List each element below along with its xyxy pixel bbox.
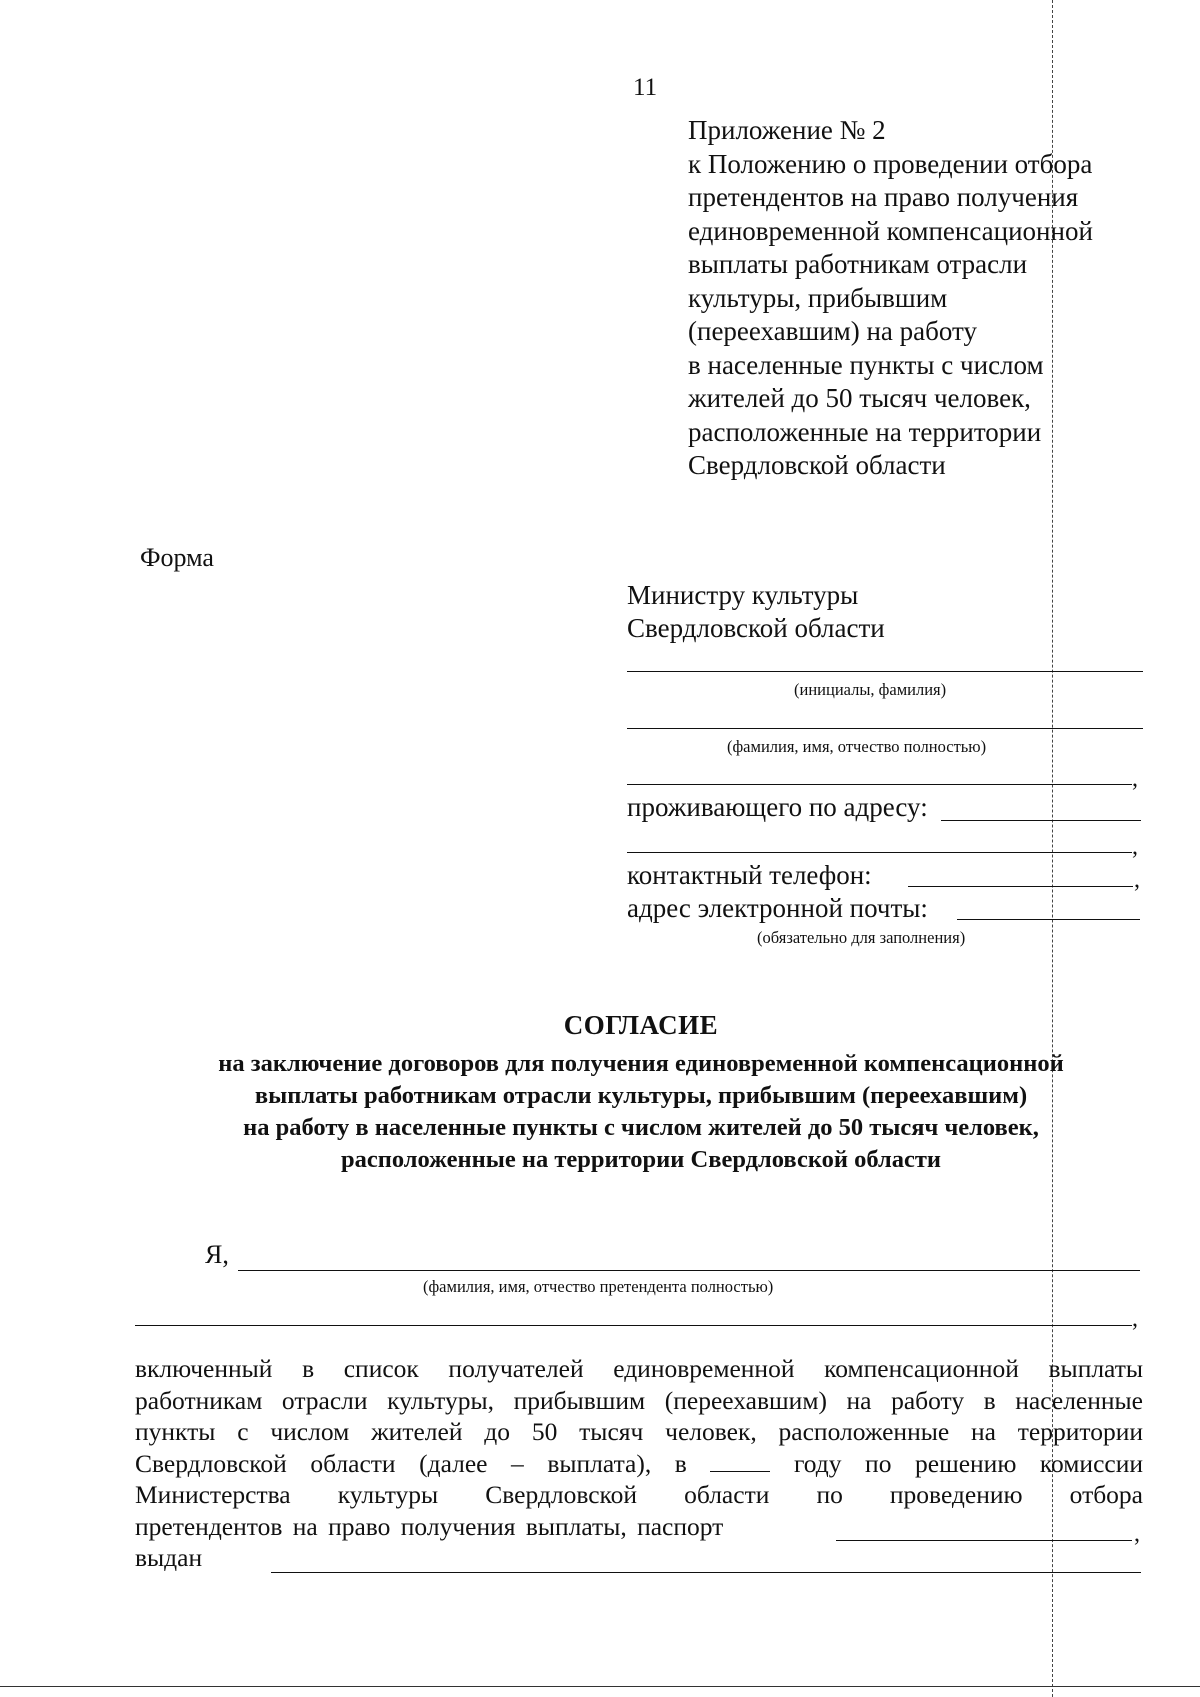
body-line: пункты с числом жителей до 50 тысяч человек, расположенные на территории bbox=[135, 1417, 1143, 1446]
subtitle-line: выплаты работникам отрасли культуры, прибывшим (переехавшим) bbox=[254, 1082, 1028, 1109]
addressee-line: Министру культуры bbox=[627, 580, 859, 610]
fullname-caption: (фамилия, имя, отчество полностью) bbox=[727, 737, 987, 756]
addressee-block bbox=[627, 579, 885, 645]
body-text-segment: выдан bbox=[135, 1543, 203, 1572]
appendix-line: единовременной компенсационной bbox=[688, 215, 1093, 246]
scan-bottom-rule bbox=[0, 1686, 1200, 1687]
email-note: (обязательно для заполнения) bbox=[757, 928, 966, 947]
comma: , bbox=[1134, 1521, 1140, 1547]
document-subtitle bbox=[140, 1048, 1142, 1176]
form-label: Форма bbox=[140, 543, 214, 572]
appendix-line: претендентов на право получения bbox=[688, 182, 1079, 212]
phone-field-line[interactable] bbox=[908, 886, 1133, 887]
appendix-line: Приложение № 2 bbox=[688, 115, 886, 145]
applicant-prefix: Я, bbox=[205, 1240, 229, 1269]
subtitle-line: на заключение договоров для получения единовременной компенсационной bbox=[218, 1050, 1064, 1077]
phone-label: контактный телефон: bbox=[627, 860, 872, 890]
appendix-line: Свердловской области bbox=[688, 450, 946, 480]
address-label: проживающего по адресу: bbox=[627, 792, 928, 822]
page-number: 11 bbox=[633, 74, 658, 101]
year-field-line[interactable] bbox=[710, 1449, 770, 1472]
initials-field-line[interactable] bbox=[627, 671, 1143, 672]
appendix-line: жителей до 50 тысяч человек, bbox=[688, 383, 1031, 413]
comma: , bbox=[1134, 867, 1140, 893]
appendix-line: в населенные пункты с числом bbox=[688, 349, 1044, 380]
email-label: адрес электронной почты: bbox=[627, 893, 928, 923]
appendix-line: выплаты работникам отрасли bbox=[688, 249, 1028, 279]
body-line: работникам отрасли культуры, прибывшим (переехавшим) на работу в населенные bbox=[135, 1385, 1143, 1415]
initials-caption: (инициалы, фамилия) bbox=[794, 680, 947, 699]
body-text-segment: претендентов на право получения выплаты, паспорт bbox=[135, 1511, 724, 1541]
appendix-line: (переехавшим) на работу bbox=[688, 316, 977, 346]
passport-field-line[interactable] bbox=[836, 1540, 1132, 1541]
fullname-extra-line[interactable] bbox=[627, 784, 1132, 785]
subtitle-line: расположенные на территории Свердловской области bbox=[340, 1146, 942, 1173]
comma: , bbox=[1132, 766, 1138, 792]
body-line-year bbox=[135, 1448, 1143, 1480]
appendix-line: расположенные на территории bbox=[688, 416, 1042, 447]
subtitle-line: на работу в населенные пункты с числом жителей до 50 тысяч человек, bbox=[243, 1114, 1039, 1141]
body-line-issued bbox=[135, 1542, 1143, 1574]
email-field-line[interactable] bbox=[957, 919, 1140, 920]
applicant-name-line[interactable] bbox=[238, 1270, 1140, 1271]
comma: , bbox=[1132, 834, 1138, 860]
body-line: включенный в список получателей единовременной компенсационной выплаты bbox=[135, 1354, 1143, 1383]
appendix-line: к Положению о проведении отбора bbox=[688, 148, 1093, 179]
body-text-segment: году по решению комиссии bbox=[793, 1448, 1144, 1478]
fullname-field-line[interactable] bbox=[627, 728, 1143, 729]
applicant-caption: (фамилия, имя, отчество претендента полностью) bbox=[423, 1277, 774, 1296]
issued-by-field-line[interactable] bbox=[271, 1572, 1141, 1573]
address-field-line[interactable] bbox=[941, 820, 1141, 821]
body-line: Министерства культуры Свердловской области по проведению отбора bbox=[135, 1480, 1143, 1509]
applicant-name-line-2[interactable] bbox=[135, 1325, 1132, 1326]
body-text-segment: Свердловской области (далее – выплата), в bbox=[135, 1448, 687, 1478]
document-title: СОГЛАСИЕ bbox=[563, 1010, 719, 1040]
comma: , bbox=[1132, 1306, 1138, 1332]
appendix-heading bbox=[688, 114, 1093, 483]
body-line-passport bbox=[135, 1511, 1143, 1543]
addressee-line: Свердловской области bbox=[627, 613, 885, 643]
address-field-line-2[interactable] bbox=[627, 852, 1132, 853]
appendix-line: культуры, прибывшим bbox=[688, 282, 948, 313]
